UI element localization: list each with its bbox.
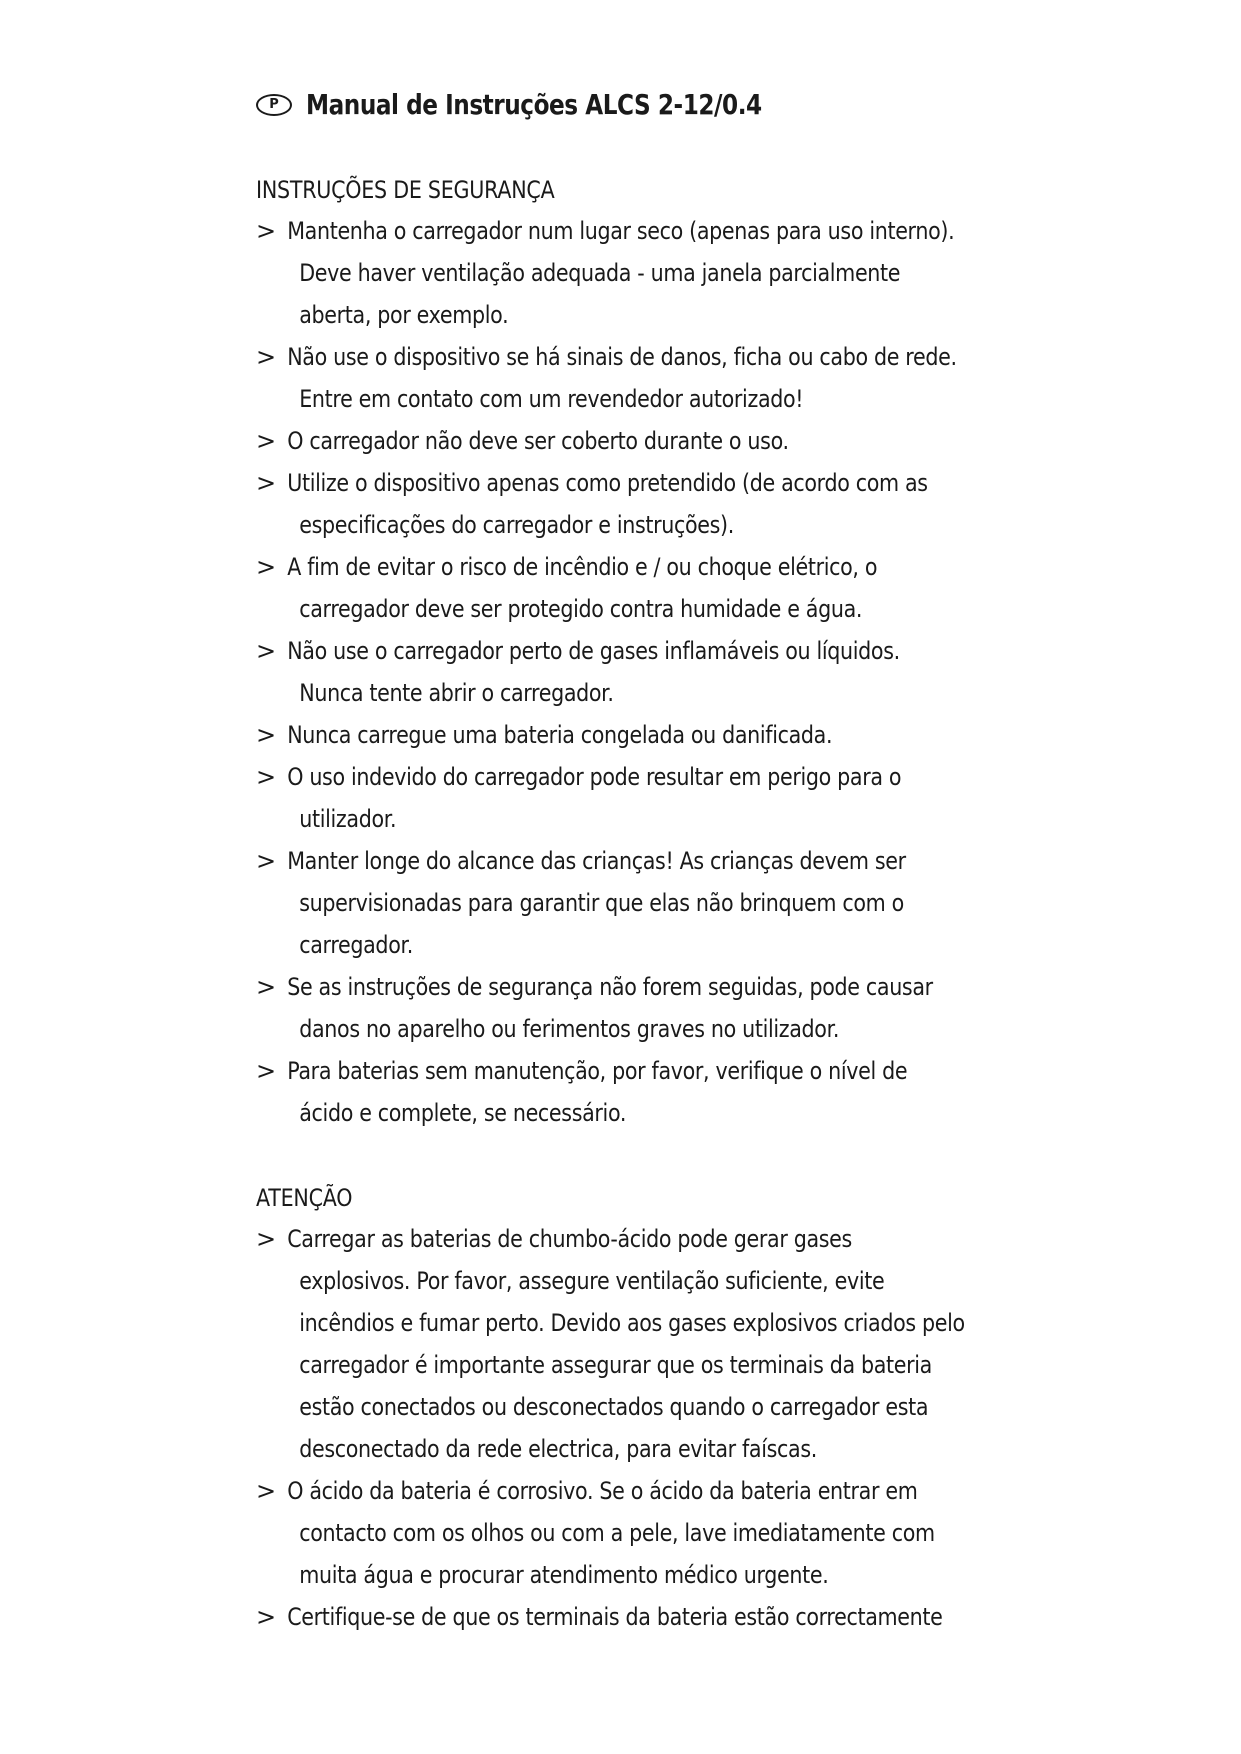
bullet-marker: > — [256, 1225, 276, 1253]
text-line: Nunca tente abrir o carregador. — [299, 679, 614, 707]
text-line: explosivos. Por favor, assegure ventilação suficiente, evite — [299, 1267, 885, 1295]
text-line: O carregador não deve ser coberto durante o uso. — [287, 427, 789, 455]
bullet-marker: > — [256, 469, 276, 497]
list-item — [256, 210, 1016, 336]
safety-instructions-section — [256, 170, 1016, 1134]
section-heading: ATENÇÃO — [256, 1184, 353, 1212]
text-line: Se as instruções de segurança não forem seguidas, pode causar — [287, 973, 933, 1001]
list-item-text — [270, 1050, 1035, 1134]
list-item — [256, 714, 1016, 756]
text-line: ácido e complete, se necessário. — [299, 1099, 627, 1127]
text-line: danos no aparelho ou ferimentos graves no utilizador. — [299, 1015, 840, 1043]
list-item-text — [270, 630, 1035, 714]
list-item — [256, 756, 1016, 840]
list-item-text — [270, 1218, 1035, 1470]
text-line: Não use o carregador perto de gases inflamáveis ou líquidos. — [287, 637, 900, 665]
text-line: Nunca carregue uma bateria congelada ou danificada. — [287, 721, 833, 749]
attention-list — [256, 1218, 1016, 1638]
text-line: supervisionadas para garantir que elas não brinquem com o — [299, 889, 904, 917]
list-item-text — [270, 1596, 1035, 1638]
list-item — [256, 1596, 1016, 1638]
title-row — [256, 88, 801, 121]
text-line: A fim de evitar o risco de incêndio e / ou choque elétrico, o — [287, 553, 878, 581]
text-line: incêndios e fumar perto. Devido aos gases explosivos criados pelo — [299, 1309, 965, 1337]
bullet-marker: > — [256, 217, 276, 245]
list-item-text — [270, 966, 1035, 1050]
text-line: especificações do carregador e instruções). — [299, 511, 734, 539]
text-line: Utilize o dispositivo apenas como pretendido (de acordo com as — [287, 469, 928, 497]
text-line: aberta, por exemplo. — [299, 301, 509, 329]
text-line: Entre em contato com um revendedor autorizado! — [299, 385, 804, 413]
section-heading: INSTRUÇÕES DE SEGURANÇA — [256, 176, 555, 204]
list-item-text — [270, 840, 1035, 966]
list-item-text — [270, 336, 1035, 420]
bullet-marker: > — [256, 1603, 276, 1631]
text-line: Não use o dispositivo se há sinais de danos, ficha ou cabo de rede. — [287, 343, 957, 371]
page-title: Manual de Instruções ALCS 2-12/0.4 — [306, 88, 762, 121]
text-line: Mantenha o carregador num lugar seco (apenas para uso interno). — [287, 217, 955, 245]
list-item-text — [270, 714, 1035, 756]
list-item — [256, 420, 1016, 462]
bullet-marker: > — [256, 721, 276, 749]
list-item — [256, 336, 1016, 420]
text-line: desconectado da rede electrica, para evitar faíscas. — [299, 1435, 817, 1463]
bullet-marker: > — [256, 1477, 276, 1505]
bullet-marker: > — [256, 847, 276, 875]
bullet-marker: > — [256, 553, 276, 581]
list-item-text — [270, 210, 1035, 336]
text-line: contacto com os olhos ou com a pele, lave imediatamente com — [299, 1519, 935, 1547]
text-line: carregador é importante assegurar que os terminais da bateria — [299, 1351, 932, 1379]
text-line: carregador deve ser protegido contra humidade e água. — [299, 595, 863, 623]
text-line: utilizador. — [299, 805, 397, 833]
list-item — [256, 840, 1016, 966]
bullet-marker: > — [256, 1057, 276, 1085]
bullet-marker: > — [256, 343, 276, 371]
language-badge: P — [256, 94, 292, 116]
text-line: Manter longe do alcance das crianças! As crianças devem ser — [287, 847, 906, 875]
list-item-text — [270, 420, 1035, 462]
bullet-marker: > — [256, 763, 276, 791]
bullet-marker: > — [256, 973, 276, 1001]
list-item — [256, 462, 1016, 546]
list-item-text — [270, 546, 1035, 630]
list-item — [256, 1470, 1016, 1596]
list-item — [256, 966, 1016, 1050]
safety-instructions-list — [256, 210, 1016, 1134]
text-line: Deve haver ventilação adequada - uma janela parcialmente — [299, 259, 901, 287]
list-item — [256, 630, 1016, 714]
text-line: Certifique-se de que os terminais da bateria estão correctamente — [287, 1603, 943, 1631]
list-item — [256, 1218, 1016, 1470]
text-line: Para baterias sem manutenção, por favor, verifique o nível de — [287, 1057, 908, 1085]
list-item — [256, 1050, 1016, 1134]
list-item-text — [270, 462, 1035, 546]
list-item-text — [270, 1470, 1035, 1596]
text-line: O uso indevido do carregador pode resultar em perigo para o — [287, 763, 902, 791]
text-line: Carregar as baterias de chumbo-ácido pode gerar gases — [287, 1225, 852, 1253]
text-line: muita água e procurar atendimento médico urgente. — [299, 1561, 829, 1589]
bullet-marker: > — [256, 637, 276, 665]
attention-section — [256, 1178, 1016, 1638]
text-line: estão conectados ou desconectados quando o carregador esta — [299, 1393, 929, 1421]
text-line: O ácido da bateria é corrosivo. Se o ácido da bateria entrar em — [287, 1477, 918, 1505]
bullet-marker: > — [256, 427, 276, 455]
text-line: carregador. — [299, 931, 413, 959]
list-item — [256, 546, 1016, 630]
list-item-text — [270, 756, 1035, 840]
